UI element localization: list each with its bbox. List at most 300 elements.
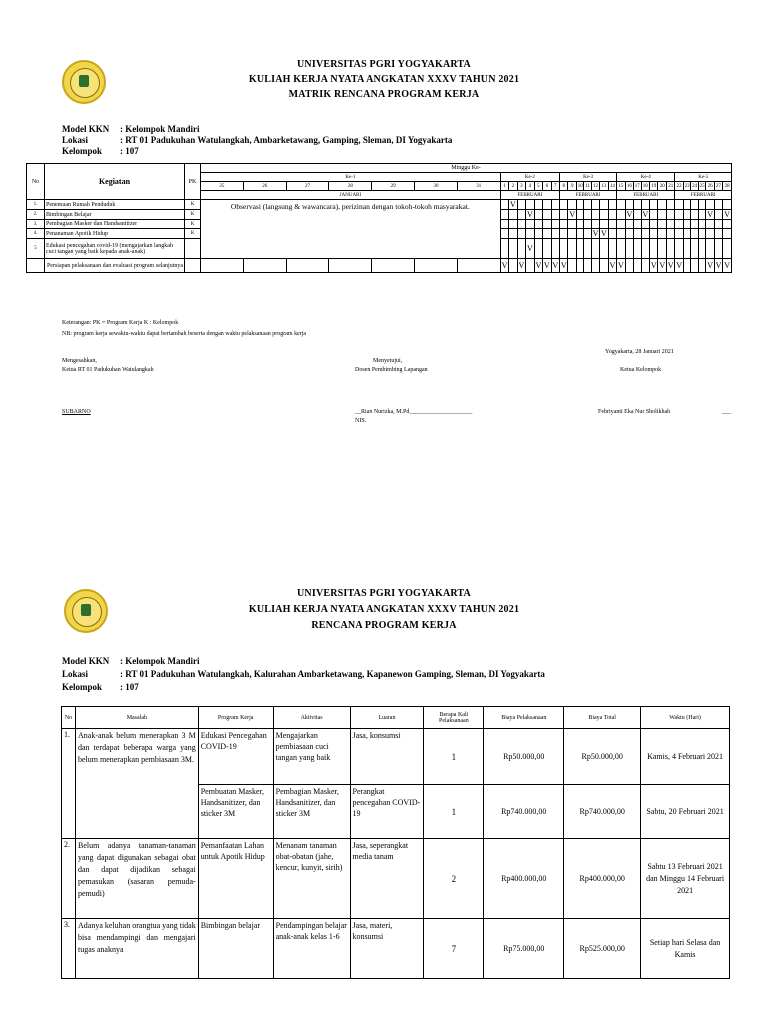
schedule-cell xyxy=(723,239,732,259)
date-cell: 17 xyxy=(634,183,640,189)
rencana-biaya: Rp400.000,00 xyxy=(484,839,564,919)
schedule-cell xyxy=(675,200,683,210)
schedule-cell xyxy=(698,259,705,273)
schedule-cell: V xyxy=(592,229,599,238)
schedule-cell xyxy=(543,239,551,259)
rencana-total: Rp525.000,00 xyxy=(564,919,641,979)
schedule-cell xyxy=(500,200,508,210)
kegiatan-name: Pembagian Masker dan Handsanitizer xyxy=(45,220,185,229)
doc1-title-kkn: KULIAH KERJA NYATA ANGKATAN XXXV TAHUN 2021 xyxy=(248,74,520,85)
schedule-cell xyxy=(683,229,690,239)
rencana-aktivitas: Mengajarkan pembiasaan cuci tangan yang baik xyxy=(273,729,350,785)
schedule-cell xyxy=(625,259,633,273)
schedule-cell xyxy=(706,229,714,239)
rencana-biaya: Rp740.000,00 xyxy=(484,785,564,839)
schedule-cell xyxy=(683,200,690,210)
row-pk xyxy=(185,259,201,273)
rencana-kali: 1 xyxy=(424,729,484,785)
rencana-biaya: Rp50.000,00 xyxy=(484,729,564,785)
schedule-cell xyxy=(600,200,608,210)
rencana-aktivitas: Pendampingan belajar anak-anak kelas 1-6 xyxy=(273,919,350,979)
schedule-cell xyxy=(543,210,551,220)
schedule-cell: V xyxy=(543,259,551,273)
schedule-cell: V xyxy=(723,259,732,273)
schedule-cell xyxy=(698,229,705,239)
schedule-cell xyxy=(551,239,559,259)
date-cell: 11 xyxy=(585,183,590,189)
signature-dosen: __Rian Nurizka, M.Pd_____________________ xyxy=(355,409,473,415)
schedule-cell xyxy=(560,220,568,229)
schedule-cell xyxy=(683,220,690,229)
month-header: FEBRUARI xyxy=(500,191,559,200)
signature-subarno: SUBARNO xyxy=(62,409,91,415)
schedule-cell xyxy=(634,239,641,259)
rencana-kali: 7 xyxy=(424,919,484,979)
schedule-cell xyxy=(500,220,508,229)
rencana-program: Pembuatan Masker, Handsanitizer, dan sticker 3M xyxy=(198,785,273,839)
schedule-cell xyxy=(576,229,583,239)
month-header: JANUARI xyxy=(201,191,501,200)
schedule-cell xyxy=(560,200,568,210)
schedule-cell xyxy=(560,229,568,239)
schedule-cell xyxy=(641,220,649,229)
doc1-kelompok: Kelompok : 107 xyxy=(62,146,139,156)
schedule-cell xyxy=(243,259,286,273)
date-cell: 24 xyxy=(692,183,698,189)
rencana-header: Waktu (Hari) xyxy=(641,707,730,729)
schedule-cell xyxy=(329,259,372,273)
rencana-table xyxy=(61,706,730,979)
rencana-waktu: Kamis, 4 Februari 2021 xyxy=(641,729,730,785)
schedule-cell xyxy=(600,259,608,273)
schedule-cell xyxy=(543,220,551,229)
schedule-cell xyxy=(526,220,534,229)
schedule-cell xyxy=(650,200,658,210)
schedule-cell xyxy=(509,210,517,220)
schedule-cell xyxy=(584,229,591,239)
schedule-cell xyxy=(591,259,599,273)
week-header: Ke-4 xyxy=(617,173,675,182)
schedule-cell xyxy=(576,200,583,210)
schedule-cell xyxy=(658,200,666,210)
ketua-rt: Ketua RT 01 Padukuhan Watulangkah xyxy=(62,367,154,373)
schedule-cell xyxy=(666,229,674,239)
rencana-header: Biaya Total xyxy=(564,707,641,729)
date-cell: 23 xyxy=(684,183,690,189)
schedule-cell xyxy=(591,200,599,210)
schedule-cell xyxy=(517,200,525,210)
schedule-cell xyxy=(591,239,599,259)
schedule-cell xyxy=(706,239,714,259)
schedule-cell xyxy=(534,229,542,239)
week-header: Ke-5 xyxy=(675,173,732,182)
schedule-cell xyxy=(675,239,683,259)
date-cell: 5 xyxy=(534,182,542,191)
row-pk: K xyxy=(185,210,201,220)
schedule-cell xyxy=(568,239,576,259)
schedule-cell xyxy=(691,259,698,273)
date-cell: 13 xyxy=(601,183,607,189)
doc1-lokasi: Lokasi : RT 01 Padukuhan Watulangkah, Ambarketawang, Gamping, Sleman, DI Yogyakarta xyxy=(62,135,453,145)
month-header: FEBRUARI xyxy=(617,191,675,200)
schedule-cell: V xyxy=(650,259,658,273)
rencana-no: 2. xyxy=(62,839,76,919)
rencana-masalah: Anak-anak belum menerapkan 3 M dan terdapat beberapa warga yang belum menerapkan pembiasaan 3M. xyxy=(75,729,198,839)
schedule-cell xyxy=(683,239,690,259)
schedule-cell xyxy=(415,259,458,273)
schedule-cell xyxy=(625,229,633,239)
schedule-cell xyxy=(658,239,666,259)
schedule-cell xyxy=(591,210,599,220)
date-cell: 9 xyxy=(568,182,576,191)
doc2-title-rencana: RENCANA PROGRAM KERJA xyxy=(311,620,457,631)
schedule-cell xyxy=(526,229,534,239)
schedule-cell: V xyxy=(707,210,713,219)
row-pk: K xyxy=(185,200,201,210)
schedule-cell xyxy=(617,220,625,229)
schedule-cell xyxy=(517,239,525,259)
kegiatan-name: Penemuan Rumah Penduduk xyxy=(45,200,185,210)
rencana-program: Edukasi Pencegahan COVID-19 xyxy=(198,729,273,785)
date-cell: 7 xyxy=(551,182,559,191)
schedule-cell xyxy=(591,220,599,229)
doc2-lokasi: Lokasi : RT 01 Padukuhan Watulangkah, Kalurahan Ambarketawang, Kapanewon Gamping, Sleman, DI Yogyakarta xyxy=(62,669,545,679)
rencana-aktivitas: Menanam tanaman obat-obatan (jahe, kencur, kunyit, sirih) xyxy=(273,839,350,919)
schedule-cell xyxy=(286,259,329,273)
date-cell: 12 xyxy=(592,183,598,189)
schedule-cell xyxy=(517,220,525,229)
schedule-cell xyxy=(658,210,666,220)
schedule-cell: V xyxy=(560,259,568,273)
schedule-cell xyxy=(584,259,591,273)
date-cell: 27 xyxy=(286,182,329,191)
date-cell: 27 xyxy=(716,183,722,189)
rencana-biaya: Rp75.000,00 xyxy=(484,919,564,979)
date-cell: 2 xyxy=(509,182,517,191)
doc2-kelompok: Kelompok : 107 xyxy=(62,682,139,692)
schedule-cell: V xyxy=(714,259,722,273)
keterangan: Keterangan: PK = Program Kerja K : Kelompok xyxy=(62,320,179,326)
schedule-cell: V xyxy=(724,210,731,219)
schedule-cell: V xyxy=(626,210,633,219)
schedule-cell: V xyxy=(551,259,559,273)
rencana-luaran: Jasa, materi, konsumsi xyxy=(350,919,424,979)
schedule-cell xyxy=(584,239,591,259)
date-cell: 28 xyxy=(329,182,372,191)
rencana-header: No xyxy=(62,707,76,729)
place-date: Yogyakarta, 28 Januari 2021 xyxy=(605,349,674,355)
date-cell: 25 xyxy=(699,183,705,189)
date-cell: 31 xyxy=(457,182,500,191)
schedule-cell xyxy=(500,239,508,259)
week-header: Ke-3 xyxy=(560,173,617,182)
schedule-cell xyxy=(372,259,415,273)
schedule-cell xyxy=(551,220,559,229)
schedule-cell xyxy=(650,239,658,259)
schedule-cell xyxy=(666,239,674,259)
schedule-cell xyxy=(517,210,525,220)
schedule-cell xyxy=(551,229,559,239)
schedule-cell xyxy=(698,220,705,229)
rencana-waktu: Sabtu 13 Februari 2021 dan Minggu 14 Februari 2021 xyxy=(641,839,730,919)
rencana-masalah: Adanya keluhan orangtua yang tidak bisa mendampingi dan mengajari tugas anaknya xyxy=(75,919,198,979)
date-cell: 26 xyxy=(243,182,286,191)
schedule-cell xyxy=(551,210,559,220)
row-pk: K xyxy=(185,220,201,229)
schedule-cell xyxy=(608,239,616,259)
schedule-cell xyxy=(658,229,666,239)
matrix-table xyxy=(26,163,732,273)
date-cell: 21 xyxy=(668,183,674,189)
schedule-cell xyxy=(683,259,690,273)
schedule-cell xyxy=(650,210,658,220)
row-no: 1. xyxy=(27,200,45,210)
schedule-cell xyxy=(608,229,616,239)
schedule-cell xyxy=(641,259,649,273)
schedule-cell xyxy=(526,259,534,273)
schedule-cell xyxy=(600,239,608,259)
schedule-cell xyxy=(534,239,542,259)
schedule-cell xyxy=(683,210,690,220)
schedule-cell xyxy=(625,200,633,210)
schedule-cell xyxy=(517,229,525,239)
schedule-cell xyxy=(666,220,674,229)
schedule-cell xyxy=(509,239,517,259)
week-header: Ke-2 xyxy=(500,173,559,182)
signature-ketua: Febriyanti Eka Nur Sholikhah xyxy=(598,409,671,415)
schedule-cell xyxy=(500,229,508,239)
schedule-cell xyxy=(509,220,517,229)
row-no: 4. xyxy=(27,229,45,239)
date-cell: 4 xyxy=(526,182,534,191)
schedule-cell xyxy=(723,229,732,239)
rencana-no: 1. xyxy=(62,729,76,839)
schedule-cell xyxy=(634,220,641,229)
schedule-cell xyxy=(201,259,244,273)
schedule-cell: V xyxy=(517,259,525,273)
doc2-model: Model KKN : Kelompok Mandiri xyxy=(62,656,200,666)
schedule-cell xyxy=(706,200,714,210)
schedule-cell xyxy=(691,200,698,210)
schedule-cell xyxy=(568,259,576,273)
schedule-cell xyxy=(666,210,674,220)
rencana-masalah: Belum adanya tanaman-tanaman yang dapat digunakan sebagai obat dan dapat dijadikan sebagai pemasukan (sasaran pemuda-pemudi) xyxy=(75,839,198,919)
schedule-cell xyxy=(723,200,732,210)
date-cell: 20 xyxy=(659,183,665,189)
schedule-cell xyxy=(543,229,551,239)
schedule-cell xyxy=(714,220,722,229)
kegiatan-header: Kegiatan xyxy=(45,164,185,200)
doc2-title-university: UNIVERSITAS PGRI YOGYAKARTA xyxy=(297,588,471,599)
schedule-cell xyxy=(500,210,508,220)
row-no: 5 xyxy=(27,239,45,259)
schedule-cell xyxy=(576,220,583,229)
date-cell: 28 xyxy=(724,183,730,189)
schedule-cell xyxy=(568,200,576,210)
date-cell: 26 xyxy=(707,183,713,189)
row-no: 2. xyxy=(27,210,45,220)
schedule-cell xyxy=(457,259,500,273)
rencana-header: Program Kerja xyxy=(198,707,273,729)
schedule-cell xyxy=(641,239,649,259)
rencana-total: Rp50.000,00 xyxy=(564,729,641,785)
schedule-cell xyxy=(617,210,625,220)
schedule-cell xyxy=(691,210,698,220)
date-cell: 14 xyxy=(609,183,615,189)
schedule-cell: V xyxy=(675,259,683,273)
date-cell: 6 xyxy=(543,182,551,191)
month-header: FEBRUARI xyxy=(560,191,617,200)
schedule-cell xyxy=(698,210,705,220)
rencana-program: Bimbingan belajar xyxy=(198,919,273,979)
rencana-waktu: Sabtu, 20 Februari 2021 xyxy=(641,785,730,839)
schedule-cell xyxy=(658,220,666,229)
schedule-cell xyxy=(691,220,698,229)
schedule-cell xyxy=(509,259,517,273)
kegiatan-name: Persiapan pelaksanaan dan evaluasi program selanjutnya xyxy=(45,259,185,273)
schedule-cell xyxy=(526,200,534,210)
nis-label: NIS. xyxy=(355,418,367,424)
schedule-cell xyxy=(691,229,698,239)
date-cell: 19 xyxy=(651,183,657,189)
schedule-cell xyxy=(576,259,583,273)
date-cell: 1 xyxy=(500,182,508,191)
schedule-cell xyxy=(650,220,658,229)
schedule-cell xyxy=(698,200,705,210)
schedule-cell xyxy=(675,229,683,239)
schedule-cell xyxy=(641,229,649,239)
schedule-cell xyxy=(675,220,683,229)
schedule-cell xyxy=(584,210,591,220)
schedule-cell xyxy=(714,210,722,220)
schedule-cell xyxy=(584,200,591,210)
schedule-cell xyxy=(560,239,568,259)
date-cell: 3 xyxy=(517,182,525,191)
schedule-cell xyxy=(534,210,542,220)
date-cell: 18 xyxy=(642,183,648,189)
schedule-cell: V xyxy=(510,200,516,209)
minggu-header: Minggu Ke- xyxy=(201,164,732,173)
schedule-cell xyxy=(723,220,732,229)
dosen-label: Dosen Pembimbing Lapangan xyxy=(355,367,428,373)
schedule-cell xyxy=(509,229,517,239)
schedule-cell xyxy=(675,210,683,220)
schedule-cell xyxy=(706,220,714,229)
schedule-cell xyxy=(600,220,608,229)
schedule-cell: V xyxy=(526,239,534,259)
rencana-kali: 1 xyxy=(424,785,484,839)
pk-header: PK xyxy=(185,164,201,200)
schedule-cell xyxy=(634,210,641,220)
schedule-cell xyxy=(666,200,674,210)
row-pk: K xyxy=(185,229,201,239)
schedule-cell xyxy=(691,239,698,259)
date-cell: 10 xyxy=(577,183,583,189)
schedule-cell xyxy=(600,210,608,220)
rencana-total: Rp740.000,00 xyxy=(564,785,641,839)
date-cell: 29 xyxy=(372,182,415,191)
no-header: No xyxy=(27,164,45,200)
schedule-cell xyxy=(617,200,625,210)
schedule-cell xyxy=(560,210,568,220)
schedule-cell xyxy=(608,220,616,229)
schedule-cell: V xyxy=(526,210,533,219)
rencana-aktivitas: Pembagian Masker, Handsanitizer, dan sticker 3M xyxy=(273,785,350,839)
schedule-cell xyxy=(641,200,649,210)
kegiatan-name: Penanaman Apotik Hidup xyxy=(45,229,185,239)
schedule-cell: V xyxy=(569,210,576,219)
date-cell: 22 xyxy=(676,183,682,189)
schedule-cell: V xyxy=(666,259,674,273)
schedule-cell xyxy=(617,229,625,239)
schedule-cell xyxy=(634,259,641,273)
schedule-cell xyxy=(650,229,658,239)
row-pk xyxy=(185,239,201,259)
date-cell: 16 xyxy=(626,183,632,189)
schedule-cell xyxy=(576,239,583,259)
schedule-cell xyxy=(714,200,722,210)
rencana-luaran: Jasa, seperangkat media tanam xyxy=(350,839,424,919)
rencana-program: Pemanfaatan Lahan untuk Apotik Hidup xyxy=(198,839,273,919)
doc1-model: Model KKN : Kelompok Mandiri xyxy=(62,124,200,134)
schedule-cell xyxy=(543,200,551,210)
schedule-cell xyxy=(534,200,542,210)
schedule-cell: V xyxy=(500,259,508,273)
schedule-cell xyxy=(534,220,542,229)
schedule-cell: V xyxy=(601,229,607,238)
rencana-header: Berapa Kali Pelaksanaan xyxy=(424,707,484,729)
schedule-cell: V xyxy=(642,210,649,219)
rencana-luaran: Jasa, konsumsi xyxy=(350,729,424,785)
schedule-cell: V xyxy=(608,259,616,273)
schedule-cell xyxy=(625,220,633,229)
observasi-note: Observasi (langsung & wawancara), perizinan dengan tokoh-tokoh masyarakat. xyxy=(201,200,501,259)
nb-note: NB: program kerja sewaktu-waktu dapat bertambah beserta dengan waktu pelaksanaan program kerja xyxy=(62,331,307,337)
mengesahkan: Mengesahkan, xyxy=(62,358,97,364)
schedule-cell: V xyxy=(658,259,666,273)
kegiatan-name: Edukasi pencegahan covid-19 (mengajarkan langkah cuci tangan yang baik kepada anak-anak) xyxy=(45,239,185,259)
date-cell: 8 xyxy=(560,182,568,191)
schedule-cell xyxy=(714,229,722,239)
ketua-kelompok: Ketua Kelompok xyxy=(620,367,662,373)
date-cell: 30 xyxy=(415,182,458,191)
schedule-cell xyxy=(568,229,576,239)
rencana-total: Rp400.000,00 xyxy=(564,839,641,919)
kegiatan-name: Bimbingan Belajar xyxy=(45,210,185,220)
schedule-cell: V xyxy=(706,259,714,273)
schedule-cell xyxy=(634,200,641,210)
schedule-cell xyxy=(568,220,576,229)
doc1-title-matrix: MATRIK RENCANA PROGRAM KERJA xyxy=(288,89,480,100)
rencana-header: Aktivitas xyxy=(273,707,350,729)
schedule-cell xyxy=(634,229,641,239)
rencana-header: Luaran xyxy=(350,707,424,729)
rencana-header: Biaya Pelaksanaan xyxy=(484,707,564,729)
rencana-waktu: Setiap hari Selasa dan Kamis xyxy=(641,919,730,979)
row-no: 3. xyxy=(27,220,45,229)
schedule-cell xyxy=(608,210,616,220)
schedule-cell: V xyxy=(534,259,542,273)
schedule-cell xyxy=(698,239,705,259)
schedule-cell: V xyxy=(617,259,625,273)
month-header: FEBRUARI xyxy=(675,191,732,200)
schedule-cell xyxy=(608,200,616,210)
rencana-kali: 2 xyxy=(424,839,484,919)
schedule-cell xyxy=(584,220,591,229)
date-cell: 15 xyxy=(618,183,624,189)
doc2-title-kkn: KULIAH KERJA NYATA ANGKATAN XXXV TAHUN 2021 xyxy=(248,604,520,615)
row-no xyxy=(27,259,45,273)
